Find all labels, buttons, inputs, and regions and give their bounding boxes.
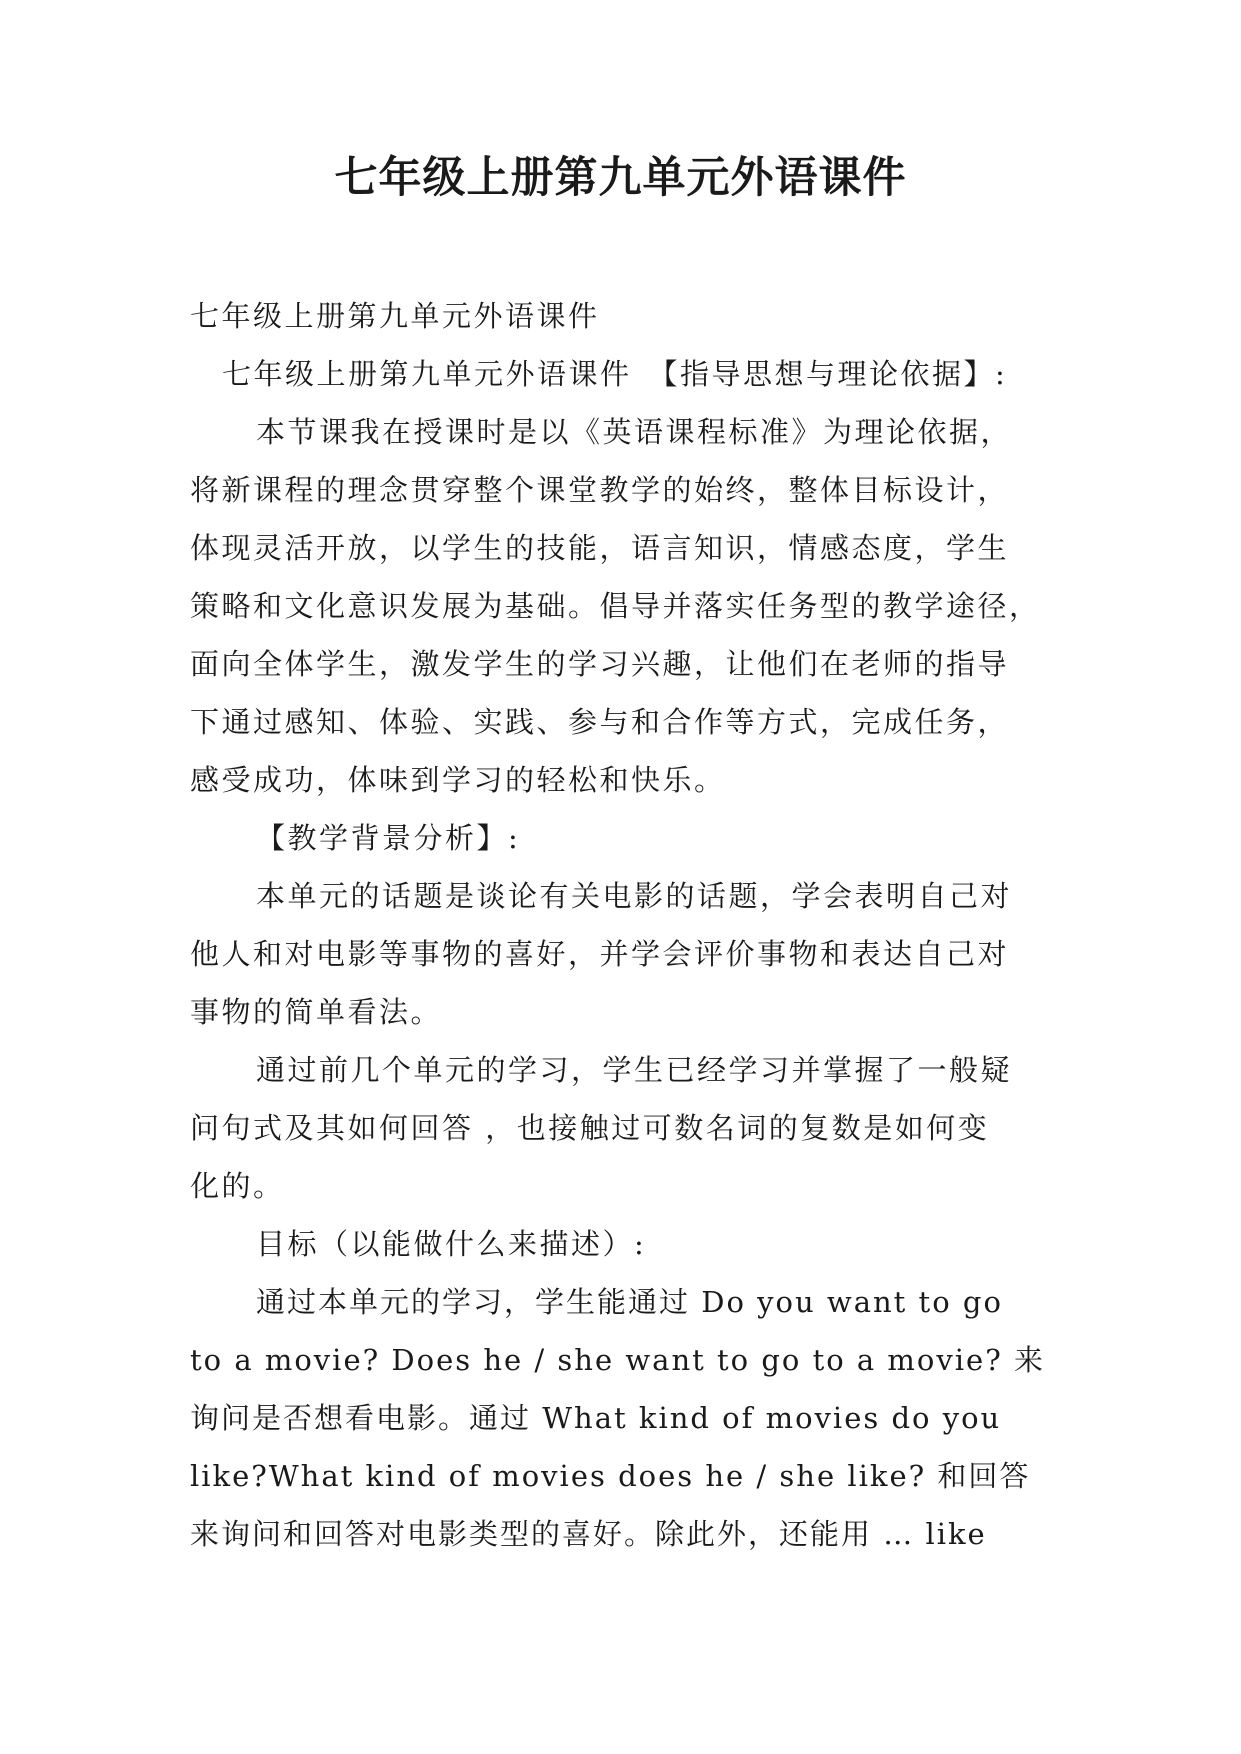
text-line: 化的。 xyxy=(190,1169,285,1203)
section-heading: 目标（以能做什么来描述）: xyxy=(256,1227,647,1261)
text-line: to a movie? Does he / she want to go to a movie? 来 xyxy=(190,1343,1045,1377)
text-line: 感受成功，体味到学习的轻松和快乐。 xyxy=(190,763,726,797)
text-line: 他人和对电影等事物的喜好，并学会评价事物和表达自己对 xyxy=(190,937,1010,971)
text-line: 问句式及其如何回答 ，也接触过可数名词的复数是如何变 xyxy=(190,1111,990,1145)
text-line: 体现灵活开放，以学生的技能，语言知识，情感态度，学生 xyxy=(190,531,1010,565)
text-line: 将新课程的理念贯穿整个课堂教学的始终，整体目标设计， xyxy=(190,473,1010,507)
text-line: 策略和文化意识发展为基础。倡导并落实任务型的教学途径， xyxy=(190,589,1041,623)
text-line: 通过本单元的学习，学生能通过 Do you want to go xyxy=(256,1285,1003,1319)
text-line: 询问是否想看电影。通过 What kind of movies do you xyxy=(190,1401,1002,1435)
text-line: 七年级上册第九单元外语课件 xyxy=(190,299,600,333)
text-line: 本节课我在授课时是以《英语课程标准》为理论依据， xyxy=(256,415,1013,449)
text-line: 本单元的话题是谈论有关电影的话题，学会表明自己对 xyxy=(256,879,1013,913)
document-title: 七年级上册第九单元外语课件 xyxy=(334,153,907,203)
text-line: 通过前几个单元的学习，学生已经学习并掌握了一般疑 xyxy=(256,1053,1013,1087)
section-heading: 【教学背景分析】: xyxy=(256,821,521,855)
text-line: 面向全体学生，激发学生的学习兴趣，让他们在老师的指导 xyxy=(190,647,1010,681)
text-line: 下通过感知、体验、实践、参与和合作等方式，完成任务， xyxy=(190,705,1010,739)
text-line: 事物的简单看法。 xyxy=(190,995,443,1029)
document-body xyxy=(190,287,1054,1563)
text-line: 七年级上册第九单元外语课件 【指导思想与理论依据】: xyxy=(222,357,1008,391)
text-line: 来询问和回答对电影类型的喜好。除此外，还能用 … like xyxy=(190,1517,987,1551)
text-line: like?What kind of movies does he / she like? 和回答 xyxy=(190,1459,1031,1493)
